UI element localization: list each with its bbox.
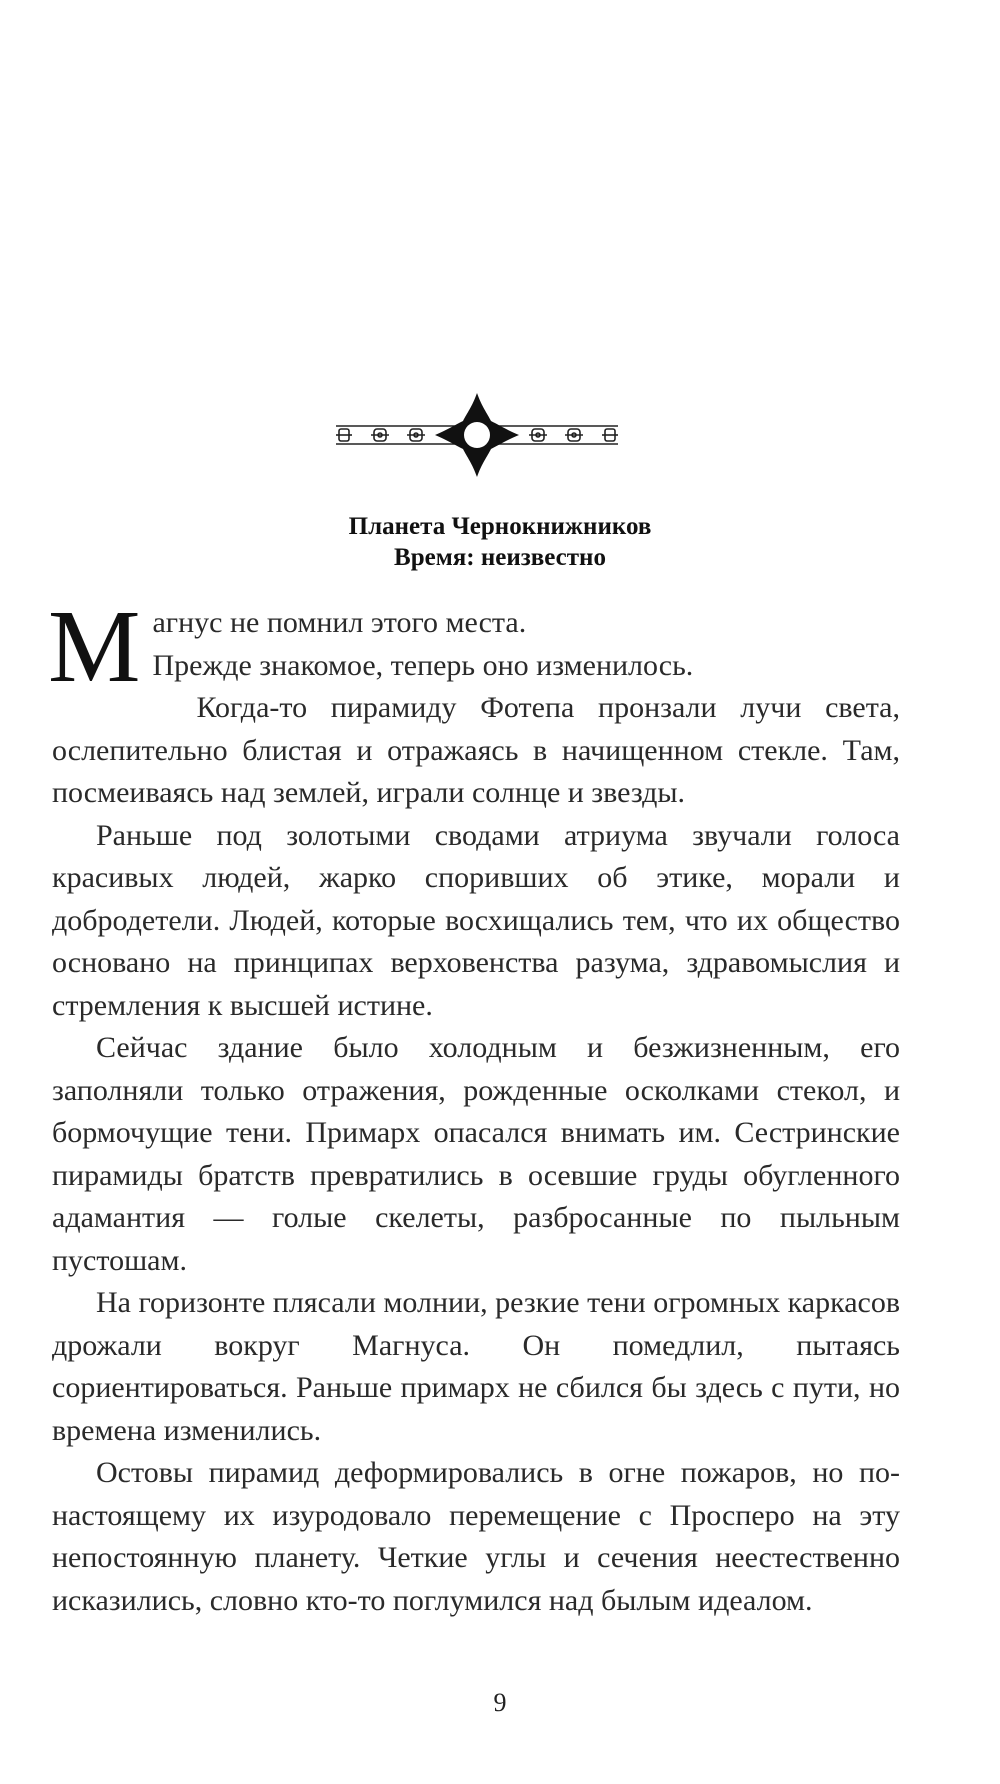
paragraph: На горизонте плясали молнии, резкие тени огромных каркасов дрожали вокруг Магнуса. Он помедлил, пытаясь сориентироваться. Раньше примарх не сбился бы здесь с пути, но времена изменились. — [52, 1286, 900, 1447]
drop-cap: М — [48, 589, 141, 704]
paragraph: Остовы пирамид деформировались в огне пожаров, но по-настоящему их изуродовало перемещение с Просперо на эту непостоянную планету. Четкие углы и сечения неестественно исказились, словно кто-то поглумился над былым идеалом. — [52, 1456, 900, 1617]
chapter-ornament — [336, 392, 618, 478]
page-number: 9 — [493, 1688, 507, 1717]
paragraph: Когда-то пирамиду Фотепа пронзали лучи света, ослепительно блистая и отражаясь в начищенном стекле. Там, посмеиваясь над землей, играли солнце и звезды. — [52, 691, 900, 809]
second-line: Прежде знакомое, теперь оно изменилось. — [152, 648, 694, 682]
body-text — [48, 589, 900, 1622]
paragraph: Сейчас здание было холодным и безжизненным, его заполняли только отражения, рожденные осколками стекол, и бормочущие тени. Примарх опасался внимать им. Сестринские пирамиды братств превратились в осевшие груды обугленного адамантия — голые скелеты, разбросанные по пыльным пустошам. — [52, 1031, 900, 1277]
opening-line: агнус не помнил этого места. — [152, 606, 527, 639]
paragraph: Раньше под золотыми сводами атриума звучали голоса красивых людей, жарко спoривших об этике, морали и добродетели. Людей, которые восхищались тем, что их общество основано на принципах верховенства разума, здравомыслия и стремления к высшей истине. — [52, 818, 900, 1022]
opening-paragraph — [48, 589, 900, 704]
chapter-time: Время: неизвестно — [394, 544, 606, 571]
chapter-location: Планета Чернокнижников — [348, 513, 652, 540]
